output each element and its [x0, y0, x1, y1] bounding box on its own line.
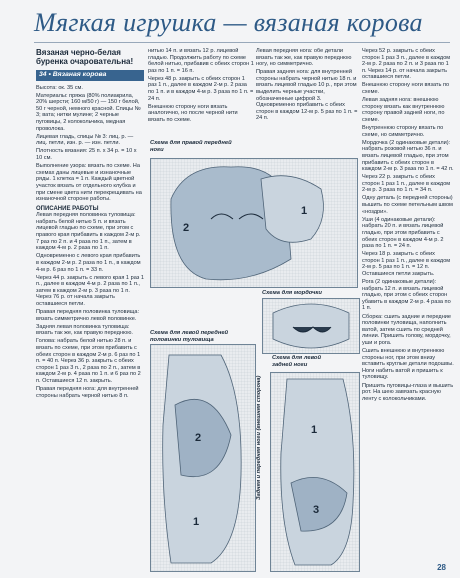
body-left-text-3: Через 44 р. закрыть с левого края 1 раз 1 п., далее в каждом 4-м р. 2 раза по 1 п., затем в каждом 2-м р. 3 раза по 1 п. Через 76 р. от начала закрыть оставшиеся петли.: [36, 274, 144, 307]
stitch-text: Лицевая гладь, спицы № 3: лиц. р. — лиц. петли, изн. р. — изн. петли.: [36, 133, 134, 147]
col4-text-1: Через 52 р. закрыть с обеих сторон 1 раз 3 п., далее в каждом 2-м р. 2 раза по 2 п. и 3 раза по 1 п. Через 14 р. от начала закрыть оставшиеся петли.: [362, 48, 451, 81]
muzzle-chart-caption: Схема для мордочки: [262, 290, 322, 296]
page-number: 28: [437, 563, 446, 572]
col4-text-2: Внешнюю сторону ноги вязать по схеме.: [362, 82, 450, 96]
zone-label: 1: [301, 205, 308, 217]
section-bar: 34 • Вязаная корова: [36, 70, 144, 81]
zone-label: 2: [195, 432, 202, 444]
back-chart-caption: Задняя и передняя ноги (внешняя сторона): [256, 375, 262, 500]
col4-text-3: Левая задняя нога: внешнюю сторону вязать как внутреннюю сторону правой задней ноги, по схеме.: [362, 97, 445, 123]
title-divider: [34, 42, 450, 43]
head-chart: [150, 158, 358, 288]
body-left-text: Левая передняя половинка туловища: набрать белой нитью 5 п. и вязать лицевой гладью по схеме, при этом с правого края прибавить в каждом 2-м р. 7 раз по 2 п. и 4 раза по 1 п., затем в каждом 4-м р. 2 раза по 1 п.: [36, 212, 141, 252]
right-chart-caption: Схема для левой задней ноги: [272, 355, 322, 368]
hind-leg-chart: [270, 372, 360, 572]
col4-text-12: Сшить внешнюю и внутреннюю стороны ног, при этом внизу вставить круглые детали подошвы. Ноги набить ватой и пришить к туловищу.: [362, 348, 454, 381]
col4-text-4: Внутреннюю сторону вязать по схеме, но симметрично.: [362, 125, 444, 138]
gauge-text: Плотность вязания: 25 п. x 34 р. = 10 x 10 см.: [36, 148, 137, 162]
col2-text-2: Через 48 р. закрыть с обеих сторон 1 раз 1 п., далее в каждом 2-м р. 2 раза по 1 п. и в каждом 4-м р. 3 раза по 1 п. = 24 п.: [148, 75, 254, 102]
leg-text: Правая передняя нога: для внутренней стороны набрать черной нитью 8 п.: [36, 386, 139, 399]
col4-text-11: Сборка: сшить задние и передние половинки туловища, наполнить ватой, затем сшить по средней линии. Пришить голову, мордочку, уши и рога.: [362, 313, 452, 346]
materials-text: Материалы: пряжа (80% полиакрила, 20% шерсти; 160 м/50 г) — 150 г белой, 50 г черной, немного красной. Спицы № 3; вата; нитки мулине; 2 черные пуговицы, 2 колокольчика, медная проволока.: [36, 92, 141, 132]
instructions-column-4: [362, 48, 454, 572]
muzzle-chart-svg: [263, 299, 359, 353]
body-left-text-2: Одновременно с левого края прибавить в каждом 2-м р. 2 раза по 1 п., в каждом 4-м р. 6 раз по 1 п. = 33 п.: [36, 253, 141, 273]
body-back-text: Задняя левая половинка туловища: вязать так же, как правую переднюю.: [36, 323, 133, 337]
col4-text-13: Пришить пуговицы-глаза и вышить рот. На шею завязать красную ленту с колокольчиками.: [362, 382, 454, 402]
hind-leg-chart-svg: [271, 373, 359, 571]
page-title: Мягкая игрушка — вязаная корова: [34, 8, 423, 37]
head-text: Голова: набрать белой нитью 28 п. и вязать по схеме, при этом прибавить с обеих сторон в каждом 2-м р. 6 раз по 1 п. = 40 п. Через 36 р. закрыть с обеих сторон 1 раз 3 п., 2 раза по 2 п., затем в каждом 2-м р. 4 раза по 1 п. и 6 раз по 2 п. Оставшиеся 12 п. закрыть.: [36, 338, 141, 385]
zone-label: 1: [193, 516, 200, 528]
zone-label: 2: [183, 222, 190, 234]
description-title: ОПИСАНИЕ РАБОТЫ: [36, 205, 99, 212]
col4-text-7: Одну деталь (с передней стороны) вышить по схеме петельным швом «ноздри».: [362, 195, 453, 215]
col2-text-1: нитью 14 п. и вязать 12 р. лицевой гладью. Продолжить работу по схеме белой нитью, прибавив с обеих сторон 1 раз по 1 п. = 16 п.: [148, 48, 254, 74]
instructions-column-3: [256, 48, 358, 138]
head-chart-caption: Схема для правой передней ноги: [150, 140, 232, 153]
intro-text: Вязаная черно-белая буренка очаровательна!: [36, 48, 134, 66]
col4-text-8: Уши (4 одинаковые детали): набрать 20 п. и вязать лицевой гладью, при этом прибавить с обеих сторон в каждом 4-м р. 2 раза по 1 п. = 24 п.: [362, 216, 444, 250]
col4-text-9: Через 18 р. закрыть с обеих сторон 1 раз 1 п., далее в каждом 2-м р. 5 раз по 1 п. = 12 п. Оставшиеся петли закрыть.: [362, 251, 451, 277]
col2-text-3: Внешнюю сторону ноги вязать аналогично, но после черной нити вязать по схеме.: [148, 103, 238, 123]
head-chart-svg: [151, 159, 357, 287]
col4-text-10: Рога (2 одинаковые детали): набрать 12 п. и вязать лицевой гладью, при этом с обеих сторон убавить в каждом 2-м р. 4 раза по 1 п.: [362, 279, 451, 312]
col3-text-2: Правая задняя нога: для внутренней стороны набрать черной нитью 18 п. и вязать лицевой гладью 10 р., при этом выделить черные участки, обозначенные цифрой 3. Одновременно прибавить с обеих сторон в каждом 12-м р. 5 раз по 1 п. = 24 п.: [256, 69, 358, 122]
body-chart-svg: [151, 345, 255, 571]
instructions-column-1: [36, 48, 144, 572]
col4-text-5: Мордочка (2 одинаковые детали): набрать розовой нитью 36 п. и вязать лицевой гладью, при этом прибавить с обеих сторон в каждом 2-м р. 3 раза по 1 п. = 42 п.: [362, 139, 454, 173]
body-chart-caption: Схема для левой передней половинки туловища: [150, 330, 229, 343]
col3-text-1: Левая передняя нога: обе детали вязать так же, как правую переднюю ногу, но симметрично.: [256, 48, 352, 68]
size-text: Высота: ок. 35 см.: [36, 84, 83, 91]
col4-text-6: Через 22 р. закрыть с обеих сторон 1 раз 1 п., далее в каждом 2-м р. 3 раза по 1 п. = 34 п.: [362, 174, 451, 194]
instructions-column-2: [148, 48, 254, 138]
pattern-text: Выполнение узора: вязать по схеме. На схемах даны лицевые и изнаночные ряды. 1 клетка = 1 п. Каждый цветной участок вязать от отдельного клубка и при смене цвета нити перекрещивать на изнаночной стороне работы.: [36, 163, 142, 203]
body-right-text: Правая передняя половинка туловища: вязать симметрично левой половинке.: [36, 309, 140, 322]
muzzle-chart: [262, 298, 360, 354]
zone-label: 3: [313, 504, 320, 516]
body-chart: [150, 344, 256, 572]
zone-label: 1: [311, 424, 318, 436]
